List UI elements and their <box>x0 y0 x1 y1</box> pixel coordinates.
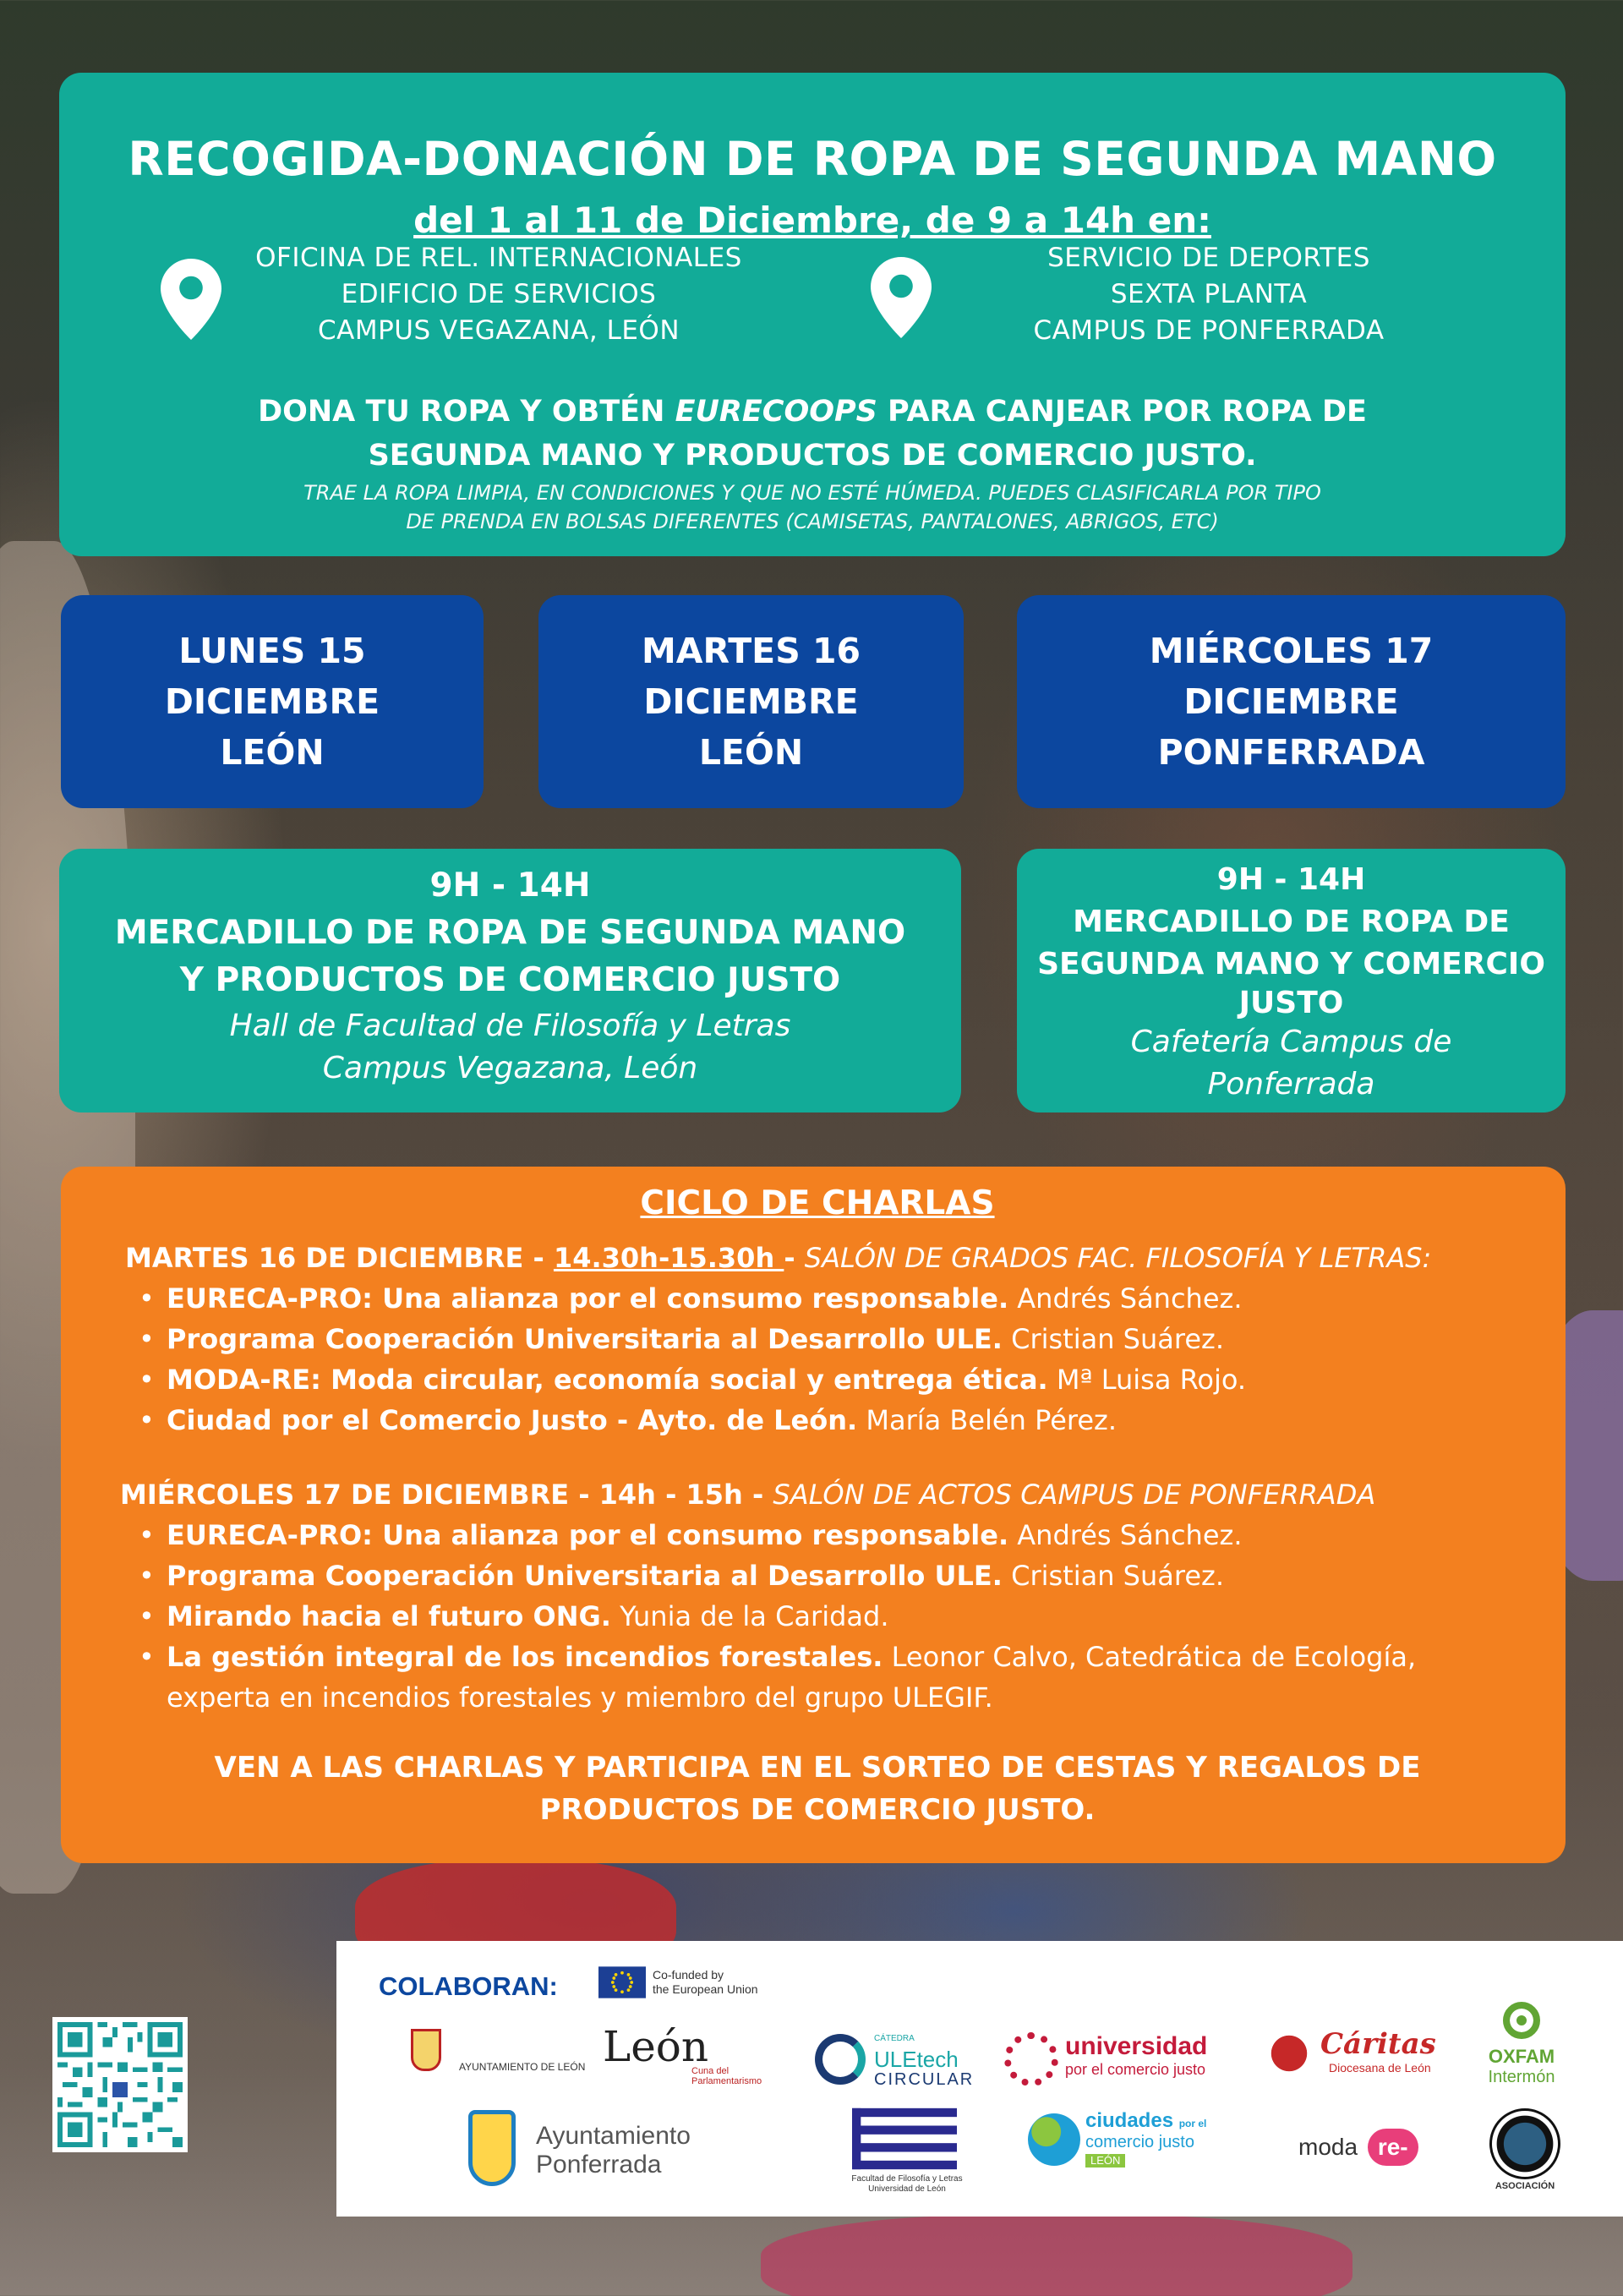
day-card-wednesday <box>1017 595 1566 808</box>
talk-title: La gestión integral de los incendios forestales. <box>167 1641 883 1673</box>
page-title: RECOGIDA-DONACIÓN DE ROPA DE SEGUNDA MANO <box>128 132 1497 186</box>
market-card-leon <box>59 849 961 1112</box>
talk-speaker: Yunia de la Caridad. <box>620 1600 889 1632</box>
market-time: 9H - 14H <box>429 866 591 905</box>
dona-text: SEGUNDA MANO Y PRODUCTOS DE COMERCIO JUSTO. <box>368 439 1257 473</box>
session-date: MARTES 16 DE DICIEMBRE - <box>125 1242 554 1274</box>
location-line: CAMPUS VEGAZANA, LEÓN <box>317 315 680 346</box>
caritas-sub: Diocesana de León <box>1329 2061 1431 2075</box>
talk-speaker: Mª Luisa Rojo. <box>1056 1364 1247 1396</box>
univ-line: universidad <box>1065 2032 1208 2060</box>
session-time: 14.30h-15.30h <box>553 1242 784 1274</box>
list-item <box>120 1555 1515 1596</box>
asociacion-seal-icon <box>1489 2108 1560 2179</box>
eu-flag-icon <box>598 1966 646 1998</box>
oxfam-sub: Intermón <box>1488 2068 1555 2086</box>
date-subtitle: del 1 al 11 de Diciembre, de 9 a 14h en: <box>413 200 1211 241</box>
session-separator: - <box>784 1242 805 1274</box>
location-pin-icon <box>161 259 221 340</box>
ciudades-logo <box>1085 2109 1207 2170</box>
talk-speaker: experta en incendios forestales y miembro del grupo ULEGIF. <box>167 1681 993 1714</box>
dona-text: PARA CANJEAR POR ROPA DE <box>888 395 1367 429</box>
leon-logo: León <box>603 2022 709 2071</box>
moda-text: moda <box>1298 2134 1358 2160</box>
tagline-line: Parlamentarismo <box>691 2076 762 2086</box>
location-line: OFICINA DE REL. INTERNACIONALES <box>255 243 742 273</box>
talk-title: Programa Cooperación Universitaria al Desarrollo ULE. <box>167 1560 1003 1592</box>
talk-list <box>120 1278 1515 1440</box>
eu-cofunded-text <box>653 1968 758 1997</box>
donation-message <box>59 390 1566 478</box>
location-line: SEXTA PLANTA <box>1110 279 1308 309</box>
oxfam-logo <box>1474 2046 1569 2087</box>
leon-tagline <box>691 2066 762 2086</box>
talks-cta <box>120 1747 1515 1831</box>
session-date: MIÉRCOLES 17 DE DICIEMBRE - 14h - 15h - <box>120 1479 773 1511</box>
ciudades-por: por el <box>1178 2118 1207 2129</box>
list-item <box>120 1515 1515 1555</box>
univ-line: por el comercio justo <box>1065 2061 1206 2078</box>
note-line: TRAE LA ROPA LIMPIA, EN CONDICIONES Y QUE NO ESTÉ HÚMEDA. PUEDES CLASIFICARLA POR TIPO <box>303 481 1321 505</box>
location-pin-icon <box>871 257 932 338</box>
cta-line: PRODUCTOS DE COMERCIO JUSTO. <box>539 1793 1096 1827</box>
eu-line: Co-funded by <box>653 1968 724 1982</box>
location-leon <box>228 240 769 349</box>
day-card-tuesday <box>538 595 964 808</box>
re-badge: re- <box>1368 2129 1418 2166</box>
note-line: DE PRENDA EN BOLSAS DIFERENTES (CAMISETAS, PANTALONES, ABRIGOS, ETC) <box>406 510 1219 533</box>
list-item <box>120 1637 1515 1718</box>
day-city: LEÓN <box>698 732 804 773</box>
collection-panel <box>59 73 1566 556</box>
market-time: 9H - 14H <box>1216 862 1366 897</box>
list-item <box>120 1319 1515 1359</box>
location-line: SERVICIO DE DEPORTES <box>1047 243 1370 273</box>
day-month: DICIEMBRE <box>164 681 380 722</box>
market-place: Cafetería Campus de <box>1130 1025 1452 1059</box>
universidad-logo <box>1065 2032 1207 2079</box>
talk-speaker: Cristian Suárez. <box>1011 1560 1224 1592</box>
list-item <box>120 1359 1515 1400</box>
donation-note <box>59 478 1566 536</box>
uletech-name: ULEtech <box>874 2047 959 2072</box>
bg-clothes-pink <box>761 2215 1352 2296</box>
talk-title: EURECA-PRO: Una alianza por el consumo responsable. <box>167 1519 1009 1551</box>
tagline-line: Cuna del <box>691 2066 730 2076</box>
market-place: Hall de Facultad de Filosofía y Letras <box>229 1009 791 1043</box>
market-title: MERCADILLO DE ROPA DE SEGUNDA MANO <box>114 914 906 952</box>
day-month: DICIEMBRE <box>1183 681 1399 722</box>
collaborators-label: COLABORAN: <box>379 1971 558 2001</box>
ponferrada-logo <box>536 2122 691 2179</box>
ponferrada-shield-icon <box>468 2110 516 2186</box>
talk-title: Ciudad por el Comercio Justo - Ayto. de León. <box>167 1404 858 1436</box>
market-title: MERCADILLO DE ROPA DE <box>1073 905 1510 939</box>
session-venue: SALÓN DE ACTOS CAMPUS DE PONFERRADA <box>773 1479 1376 1511</box>
location-line: CAMPUS DE PONFERRADA <box>1033 315 1385 346</box>
ciudades-sub: comercio justo <box>1085 2133 1194 2151</box>
modare-logo <box>1298 2129 1418 2166</box>
talk-speaker: Andrés Sánchez. <box>1017 1519 1243 1551</box>
market-card-ponferrada <box>1017 849 1566 1112</box>
universidad-sun-icon <box>1004 2032 1058 2086</box>
caritas-name: Cáritas <box>1320 2027 1436 2061</box>
ponf-line: Ponferrada <box>536 2151 662 2178</box>
day-name: LUNES 15 <box>178 631 366 671</box>
sponsors-strip <box>336 1941 1623 2217</box>
talk-list <box>120 1515 1515 1718</box>
talks-panel <box>61 1167 1566 1863</box>
day-month: DICIEMBRE <box>643 681 859 722</box>
ayto-leon-label: AYUNTAMIENTO DE LEÓN <box>459 2061 586 2073</box>
day-card-monday <box>61 595 484 808</box>
list-item <box>120 1400 1515 1440</box>
eu-line: the European Union <box>653 1982 758 1996</box>
market-title: SEGUNDA MANO Y COMERCIO <box>1037 947 1545 981</box>
eurecoops-term: EURECOOPS <box>675 395 877 429</box>
talk-title: Mirando hacia el futuro ONG. <box>167 1600 611 1632</box>
market-place: Campus Vegazana, León <box>322 1051 698 1085</box>
oxfam-icon <box>1503 2002 1540 2039</box>
location-line: EDIFICIO DE SERVICIOS <box>341 279 657 309</box>
caritas-logo <box>1320 2027 1436 2075</box>
ciudades-globe-icon <box>1028 2113 1080 2166</box>
talk-title: EURECA-PRO: Una alianza por el consumo responsable. <box>167 1282 1009 1315</box>
uletech-catedra: CÁTEDRA <box>874 2034 915 2043</box>
session-header <box>120 1238 1515 1278</box>
ponf-line: Ayuntamiento <box>536 2122 691 2150</box>
day-name: MIÉRCOLES 17 <box>1149 631 1434 671</box>
dona-text: DONA TU ROPA Y OBTÉN <box>258 395 665 429</box>
leon-coat-of-arms-icon <box>411 2029 441 2071</box>
caritas-cross-icon <box>1266 2031 1312 2076</box>
talk-speaker: María Belén Pérez. <box>866 1404 1118 1436</box>
talks-title: CICLO DE CHARLAS <box>640 1184 995 1222</box>
uletech-logo <box>874 2029 974 2090</box>
day-city: LEÓN <box>220 732 325 773</box>
day-city: PONFERRADA <box>1157 732 1425 773</box>
talk-speaker: Cristian Suárez. <box>1011 1323 1224 1355</box>
facultad-logo <box>827 2174 987 2195</box>
asociacion-label: ASOCIACIÓN <box>1495 2181 1555 2191</box>
oxfam-name: OXFAM <box>1488 2046 1555 2067</box>
uletech-circular: CIRCULAR <box>874 2070 975 2089</box>
talk-speaker: Andrés Sánchez. <box>1017 1282 1243 1315</box>
talk-title: Programa Cooperación Universitaria al Desarrollo ULE. <box>167 1323 1003 1355</box>
list-item <box>120 1596 1515 1637</box>
facultad-line: Facultad de Filosofía y Letras <box>851 2174 963 2184</box>
location-ponferrada <box>972 240 1445 349</box>
session-venue: SALÓN DE GRADOS FAC. FILOSOFÍA Y LETRAS: <box>804 1242 1432 1274</box>
talk-title: MODA-RE: Moda circular, economía social y entrega ética. <box>167 1364 1048 1396</box>
market-place: Ponferrada <box>1207 1067 1375 1102</box>
ciudades-name: ciudades <box>1085 2109 1174 2132</box>
ciudades-city: LEÓN <box>1085 2154 1125 2168</box>
uletech-ring-icon <box>815 2034 866 2085</box>
facultad-line: Universidad de León <box>868 2184 946 2194</box>
cta-line: VEN A LAS CHARLAS Y PARTICIPA EN EL SORTEO DE CESTAS Y REGALOS DE <box>214 1751 1421 1785</box>
qr-code[interactable] <box>52 2017 188 2152</box>
market-title: Y PRODUCTOS DE COMERCIO JUSTO <box>179 961 841 999</box>
day-name: MARTES 16 <box>641 631 861 671</box>
facultad-greek-key-icon <box>852 2107 957 2171</box>
list-item <box>120 1278 1515 1319</box>
market-title: JUSTO <box>1238 986 1344 1020</box>
talk-speaker: Leonor Calvo, Catedrática de Ecología, <box>891 1641 1417 1673</box>
session-header <box>120 1474 1515 1515</box>
